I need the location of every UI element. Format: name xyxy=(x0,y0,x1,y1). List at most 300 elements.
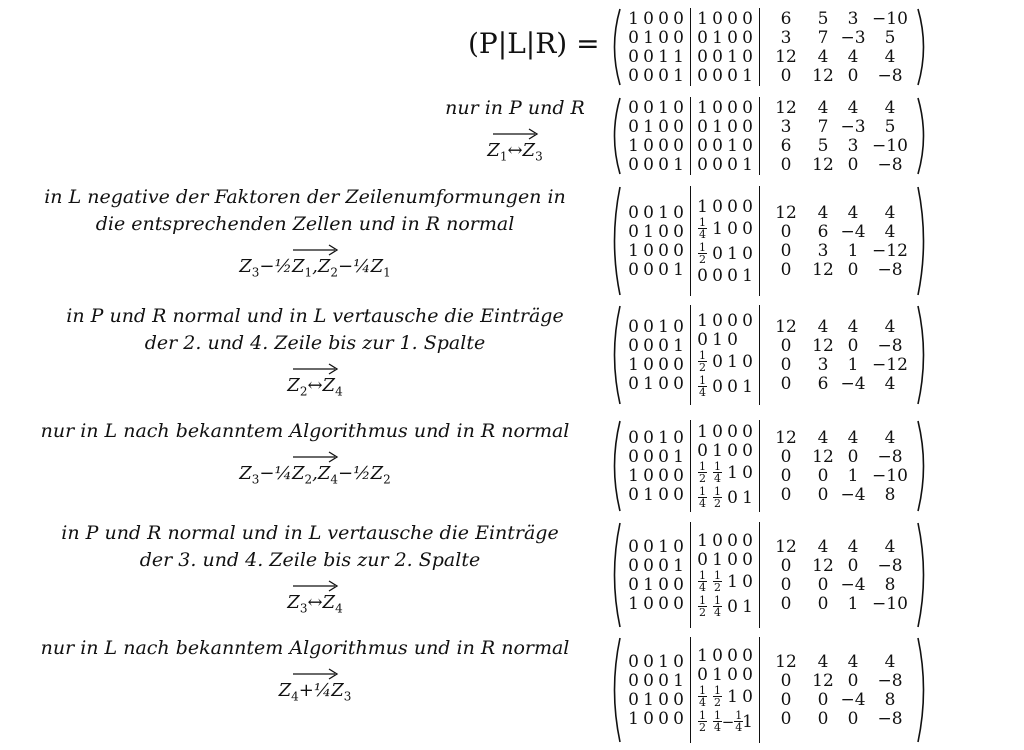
matrix-cell: 6 xyxy=(817,373,829,394)
matrix-cell: 0 xyxy=(643,555,654,576)
matrix-cell: −12 xyxy=(872,354,908,375)
matrix-cell: 1 xyxy=(847,354,859,375)
matrix-cell: 1 xyxy=(628,465,639,486)
matrix-cell: 0 xyxy=(697,329,708,350)
matrix-cell: 0 xyxy=(643,427,654,448)
matrix-cell: 0 xyxy=(628,427,639,448)
matrix-cell xyxy=(695,242,710,265)
fraction: $\frac{1}{4}$ xyxy=(699,374,706,399)
matrix-row xyxy=(695,266,755,285)
matrix-cell xyxy=(710,595,725,618)
step-description xyxy=(0,188,610,242)
matrix-cell: 0 xyxy=(658,221,669,242)
matrix-cell: 0 xyxy=(817,689,829,710)
matrix-cell: −10 xyxy=(872,465,908,486)
matrix-cell: 1 xyxy=(742,154,753,175)
matrix-cell: 4 xyxy=(884,221,896,242)
matrix-cell: 0 xyxy=(742,686,753,707)
matrix-cell: 0 xyxy=(697,116,708,137)
matrix-cell: 12 xyxy=(775,316,797,337)
matrix-cell: 0 xyxy=(847,259,859,280)
long-right-arrow-icon xyxy=(150,668,480,680)
matrix-cell: 1 xyxy=(727,46,738,67)
matrix-cell: 0 xyxy=(742,8,753,29)
matrix-row xyxy=(626,355,686,374)
matrix-cell: 0 xyxy=(780,484,792,505)
matrix-cell: 1 xyxy=(643,689,654,710)
fraction: $\frac{1}{2}$ xyxy=(699,349,706,374)
description-line: der 2. und 4. Zeile bis zur 1. Spalte xyxy=(144,332,486,354)
matrix-row xyxy=(764,9,912,28)
matrix-cell: 4 xyxy=(847,651,859,672)
matrix-cell: 1 xyxy=(658,427,669,448)
matrix-cell: 0 xyxy=(628,221,639,242)
matrix-cell: 0 xyxy=(673,536,684,557)
matrix-cell: 0 xyxy=(628,316,639,337)
matrix-row xyxy=(695,66,755,85)
matrix-cell: 0 xyxy=(697,549,708,570)
matrix-cell: 4 xyxy=(817,427,829,448)
matrix-cell: 1 xyxy=(643,373,654,394)
matrix-cell: 0 xyxy=(742,549,753,570)
fraction: $\frac{1}{4}$ xyxy=(699,485,706,510)
matrix-cell: 0 xyxy=(643,259,654,280)
matrix-cell: 0 xyxy=(673,316,684,337)
matrix-cell: 1 xyxy=(628,8,639,29)
matrix-cell: 0 xyxy=(643,651,654,672)
matrix-cell: 0 xyxy=(780,670,792,691)
matrix-block-L xyxy=(690,8,759,86)
matrix-block-P xyxy=(622,305,690,405)
fraction: $\frac{1}{2}$ xyxy=(699,709,706,734)
matrix-cell: 7 xyxy=(817,27,829,48)
matrix-row xyxy=(695,197,755,216)
matrix-row xyxy=(626,136,686,155)
matrix-cell: 0 xyxy=(712,97,723,118)
matrix-row xyxy=(764,671,912,690)
matrix-cell: 4 xyxy=(817,97,829,118)
matrix-cell xyxy=(695,375,710,398)
matrix-row xyxy=(626,203,686,222)
matrix-cell: 12 xyxy=(775,651,797,672)
matrix-cell: 4 xyxy=(817,46,829,67)
matrix-cell: 1 xyxy=(673,335,684,356)
matrix-cell: 1 xyxy=(727,243,738,264)
matrix-cell: 0 xyxy=(742,243,753,264)
matrix-cell: 0 xyxy=(712,46,723,67)
matrix-cell: 0 xyxy=(712,265,723,286)
matrix-row xyxy=(764,556,912,575)
matrix-cell: 0 xyxy=(628,46,639,67)
matrix-block-R xyxy=(759,8,916,86)
matrix-cell: 0 xyxy=(658,240,669,261)
matrix-row xyxy=(695,9,755,28)
matrix-cell: 12 xyxy=(812,154,834,175)
augmented-matrix xyxy=(608,305,930,405)
fraction: $\frac{1}{2}$ xyxy=(699,594,706,619)
matrix-cell: 0 xyxy=(780,221,792,242)
matrix-cell: 0 xyxy=(817,484,829,505)
matrix-cell: 0 xyxy=(658,708,669,729)
matrix-cell: 0 xyxy=(628,373,639,394)
matrix-cell: 1 xyxy=(727,686,738,707)
matrix-row xyxy=(764,594,912,613)
matrix-cell: 0 xyxy=(673,574,684,595)
matrix-row xyxy=(626,671,686,690)
matrix-cell: 0 xyxy=(673,27,684,48)
matrix-block-L xyxy=(690,186,759,296)
matrix-cell: 1 xyxy=(628,708,639,729)
matrix-cell: 0 xyxy=(712,645,723,666)
matrix-cell: 0 xyxy=(628,689,639,710)
matrix-cell: 1 xyxy=(712,329,723,350)
matrix-cell: 1 xyxy=(742,487,753,508)
matrix-cell: 0 xyxy=(643,135,654,156)
matrix-cell: 0 xyxy=(727,329,738,350)
matrix-row xyxy=(764,447,912,466)
matrix-row xyxy=(626,9,686,28)
matrix-row xyxy=(695,349,755,374)
matrix-cell xyxy=(695,350,710,373)
matrix-block-P xyxy=(622,8,690,86)
matrix-row xyxy=(626,336,686,355)
matrix-cell: 8 xyxy=(884,574,896,595)
matrix-cell: 0 xyxy=(628,651,639,672)
matrix-cell: 1 xyxy=(643,221,654,242)
matrix-block-P xyxy=(622,186,690,296)
matrix-cell: 1 xyxy=(712,440,723,461)
matrix-cell: 0 xyxy=(712,65,723,86)
matrix-block-R xyxy=(759,637,916,743)
matrix-cell: 1 xyxy=(742,711,753,732)
matrix-cell: 12 xyxy=(812,65,834,86)
matrix-cell: 0 xyxy=(742,97,753,118)
matrix-cell: 1 xyxy=(673,65,684,86)
matrix-block-P xyxy=(622,522,690,628)
matrix-cell: 0 xyxy=(742,116,753,137)
matrix-cell: 0 xyxy=(673,465,684,486)
matrix-row xyxy=(695,422,755,441)
long-right-arrow-icon xyxy=(420,128,610,140)
matrix-cell: 0 xyxy=(673,116,684,137)
fraction: $\frac{1}{2}$ xyxy=(714,684,721,709)
matrix-row xyxy=(626,652,686,671)
matrix-cell: 0 xyxy=(727,530,738,551)
operation-text: $Z_3-\frac{1}{2}Z_1,Z_2-\frac{1}{4}Z_1$ xyxy=(239,256,391,280)
matrix-row xyxy=(626,317,686,336)
matrix-cell: 0 xyxy=(727,65,738,86)
matrix-row xyxy=(764,155,912,174)
description-line: nur in L nach bekanntem Algorithmus und in R normal xyxy=(40,637,570,659)
matrix-row xyxy=(695,594,755,619)
matrix-cell: 0 xyxy=(727,8,738,29)
matrix-cell: 0 xyxy=(643,446,654,467)
matrix-cell: 0 xyxy=(643,536,654,557)
matrix-cell: 0 xyxy=(742,571,753,592)
matrix-cell: 0 xyxy=(712,421,723,442)
matrix-cell: 0 xyxy=(727,664,738,685)
matrix-cell: 0 xyxy=(712,154,723,175)
matrix-cell: 0 xyxy=(712,243,723,264)
matrix-cell: 0 xyxy=(628,202,639,223)
matrix-cell: 0 xyxy=(742,27,753,48)
matrix-cell: 4 xyxy=(847,427,859,448)
matrix-cell: 0 xyxy=(742,421,753,442)
matrix-cell: 0 xyxy=(658,8,669,29)
matrix-row xyxy=(695,569,755,594)
matrix-cell: −10 xyxy=(872,593,908,614)
matrix-cell xyxy=(695,595,710,618)
matrix-cell xyxy=(710,685,725,708)
matrix-cell: 6 xyxy=(780,135,792,156)
matrix-cell: 0 xyxy=(643,202,654,223)
matrix-row xyxy=(764,336,912,355)
fraction: $\frac{1}{2}$ xyxy=(699,460,706,485)
matrix-row xyxy=(626,709,686,728)
matrix-cell: 4 xyxy=(817,651,829,672)
matrix-cell: 0 xyxy=(673,97,684,118)
matrix-cell: 0 xyxy=(658,670,669,691)
matrix-cell: 1 xyxy=(658,651,669,672)
row-operation xyxy=(150,580,480,616)
matrix-cell: 0 xyxy=(628,574,639,595)
matrix-cell: 0 xyxy=(658,154,669,175)
matrix-row xyxy=(764,28,912,47)
matrix-row xyxy=(764,652,912,671)
matrix-cell: 1 xyxy=(847,240,859,261)
matrix-cell: −8 xyxy=(877,65,903,86)
matrix-cell: 0 xyxy=(847,154,859,175)
matrix-cell: 4 xyxy=(884,97,896,118)
matrix-cell: 0 xyxy=(712,351,723,372)
matrix-cell: 1 xyxy=(742,265,753,286)
matrix-row xyxy=(764,575,912,594)
matrix-row xyxy=(695,28,755,47)
matrix-cell: 4 xyxy=(847,202,859,223)
matrix-row xyxy=(764,136,912,155)
matrix-cell: 0 xyxy=(727,196,738,217)
matrix-cell: 8 xyxy=(884,484,896,505)
matrix-cell: 1 xyxy=(658,536,669,557)
matrix-row xyxy=(695,550,755,569)
matrix-cell: 0 xyxy=(658,555,669,576)
matrix-cell: 1 xyxy=(847,465,859,486)
left-paren xyxy=(608,97,622,175)
matrix-cell: 0 xyxy=(628,116,639,137)
row-operation xyxy=(150,668,480,704)
matrix-cell xyxy=(695,486,710,509)
matrix-cell: 0 xyxy=(673,135,684,156)
matrix-cell: 0 xyxy=(697,135,708,156)
matrix-cell: 0 xyxy=(643,670,654,691)
operation-text: $Z_2\leftrightarrow Z_4$ xyxy=(287,375,343,399)
matrix-cell: 4 xyxy=(847,316,859,337)
matrix-cell: 0 xyxy=(780,446,792,467)
matrix-cell xyxy=(695,685,710,708)
matrix-cell: 4 xyxy=(884,316,896,337)
augmented-matrix xyxy=(608,186,930,296)
left-paren xyxy=(608,186,622,296)
matrix-cell: 0 xyxy=(658,65,669,86)
matrix-row xyxy=(764,374,912,393)
matrix-cell: 6 xyxy=(780,8,792,29)
matrix-cell: 1 xyxy=(643,484,654,505)
matrix-cell: 0 xyxy=(742,351,753,372)
matrix-row xyxy=(764,66,912,85)
matrix-cell: 0 xyxy=(643,65,654,86)
matrix-cell: 12 xyxy=(812,259,834,280)
matrix-cell: 0 xyxy=(697,664,708,685)
matrix-row xyxy=(695,441,755,460)
right-paren xyxy=(916,305,930,405)
row-operation xyxy=(150,451,480,487)
matrix-row xyxy=(626,575,686,594)
right-paren xyxy=(916,97,930,175)
matrix-row xyxy=(626,155,686,174)
matrix-cell: 3 xyxy=(780,27,792,48)
matrix-cell: 0 xyxy=(658,135,669,156)
matrix-cell: 1 xyxy=(658,46,669,67)
matrix-cell: 12 xyxy=(775,97,797,118)
step-description xyxy=(420,99,610,126)
matrix-cell: 0 xyxy=(817,593,829,614)
matrix-cell: 0 xyxy=(658,373,669,394)
long-right-arrow-icon xyxy=(150,363,480,375)
matrix-cell: 1 xyxy=(697,196,708,217)
matrix-row xyxy=(695,684,755,709)
matrix-cell: −12 xyxy=(872,240,908,261)
matrix-cell: 0 xyxy=(727,487,738,508)
matrix-row xyxy=(695,374,755,399)
matrix-cell: 0 xyxy=(712,310,723,331)
matrix-cell: 12 xyxy=(775,427,797,448)
matrix-cell: 0 xyxy=(658,465,669,486)
matrix-cell: 0 xyxy=(780,335,792,356)
matrix-cell: 0 xyxy=(780,373,792,394)
matrix-row xyxy=(626,428,686,447)
matrix-block-R xyxy=(759,420,916,512)
matrix-cell: 0 xyxy=(628,536,639,557)
matrix-row xyxy=(626,556,686,575)
fraction: $\frac{1}{2}$ xyxy=(714,569,721,594)
matrix-cell: 0 xyxy=(780,240,792,261)
matrix-block-R xyxy=(759,186,916,296)
matrix-cell: 0 xyxy=(727,645,738,666)
matrix-cell: 0 xyxy=(658,27,669,48)
matrix-row xyxy=(626,594,686,613)
matrix-row xyxy=(695,460,755,485)
matrix-cell: 0 xyxy=(658,259,669,280)
matrix-cell: 0 xyxy=(628,670,639,691)
matrix-row xyxy=(695,98,755,117)
matrix-cell: −4 xyxy=(840,484,866,505)
matrix-cell: 0 xyxy=(643,335,654,356)
matrix-cell: 1 xyxy=(628,593,639,614)
matrix-row xyxy=(764,47,912,66)
matrix-cell: 1 xyxy=(712,218,723,239)
matrix-cell: 0 xyxy=(780,65,792,86)
left-paren xyxy=(608,305,622,405)
matrix-cell: 0 xyxy=(628,259,639,280)
matrix-cell: 0 xyxy=(742,530,753,551)
matrix-cell: −4 xyxy=(840,221,866,242)
matrix-row xyxy=(764,317,912,336)
matrix-row xyxy=(764,222,912,241)
matrix-block-R xyxy=(759,97,916,175)
matrix-cell: 0 xyxy=(643,154,654,175)
equation-label: (P|L|R) = xyxy=(468,27,600,60)
matrix-row xyxy=(764,203,912,222)
matrix-cell: 0 xyxy=(658,446,669,467)
right-paren xyxy=(916,8,930,86)
matrix-cell: 3 xyxy=(847,8,859,29)
matrix-cell: −8 xyxy=(877,670,903,691)
matrix-cell: 4 xyxy=(884,536,896,557)
matrix-cell: 1 xyxy=(673,446,684,467)
matrix-cell: 1 xyxy=(712,549,723,570)
matrix-cell xyxy=(710,486,725,509)
augmented-matrix xyxy=(608,97,930,175)
matrix-row xyxy=(764,117,912,136)
matrix-cell: 0 xyxy=(847,335,859,356)
matrix-cell: 0 xyxy=(742,310,753,331)
step-description xyxy=(0,639,610,666)
matrix-cell: 0 xyxy=(817,708,829,729)
matrix-cell: 0 xyxy=(727,116,738,137)
description-line: nur in L nach bekanntem Algorithmus und in R normal xyxy=(40,420,570,442)
left-paren xyxy=(608,8,622,86)
fraction: $\frac{1}{2}$ xyxy=(699,241,706,266)
matrix-row xyxy=(764,260,912,279)
matrix-cell: 0 xyxy=(727,97,738,118)
matrix-cell: 0 xyxy=(727,596,738,617)
matrix-cell: 0 xyxy=(658,593,669,614)
fraction: $\frac{1}{4}$ xyxy=(714,709,721,734)
matrix-row xyxy=(626,47,686,66)
matrix-cell: 0 xyxy=(847,65,859,86)
matrix-row xyxy=(695,531,755,550)
matrix-cell: −8 xyxy=(877,708,903,729)
matrix-cell: −8 xyxy=(877,555,903,576)
matrix-row xyxy=(626,485,686,504)
matrix-cell: 0 xyxy=(697,46,708,67)
matrix-cell: 0 xyxy=(780,259,792,280)
matrix-cell: 3 xyxy=(817,240,829,261)
right-paren xyxy=(916,186,930,296)
matrix-cell: 1 xyxy=(742,596,753,617)
matrix-cell: 1 xyxy=(643,116,654,137)
matrix-cell: 0 xyxy=(697,27,708,48)
matrix-cell: 0 xyxy=(673,8,684,29)
matrix-cell: 12 xyxy=(812,335,834,356)
matrix-cell: −3 xyxy=(840,116,866,137)
operation-text: $Z_4+\frac{1}{4}Z_3$ xyxy=(278,680,352,704)
long-right-arrow-icon xyxy=(150,451,480,463)
matrix-cell: −4 xyxy=(840,373,866,394)
matrix-cell: 1 xyxy=(847,593,859,614)
matrix-cell: 0 xyxy=(780,593,792,614)
matrix-cell: 0 xyxy=(847,670,859,691)
matrix-cell: 4 xyxy=(884,427,896,448)
matrix-cell: 0 xyxy=(742,218,753,239)
matrix-cell: 8 xyxy=(884,689,896,710)
matrix-cell: 1 xyxy=(673,555,684,576)
matrix-cell xyxy=(695,461,710,484)
matrix-cell: 0 xyxy=(673,651,684,672)
matrix-cell: 0 xyxy=(712,530,723,551)
matrix-block-P xyxy=(622,637,690,743)
matrix-cell: 0 xyxy=(817,574,829,595)
